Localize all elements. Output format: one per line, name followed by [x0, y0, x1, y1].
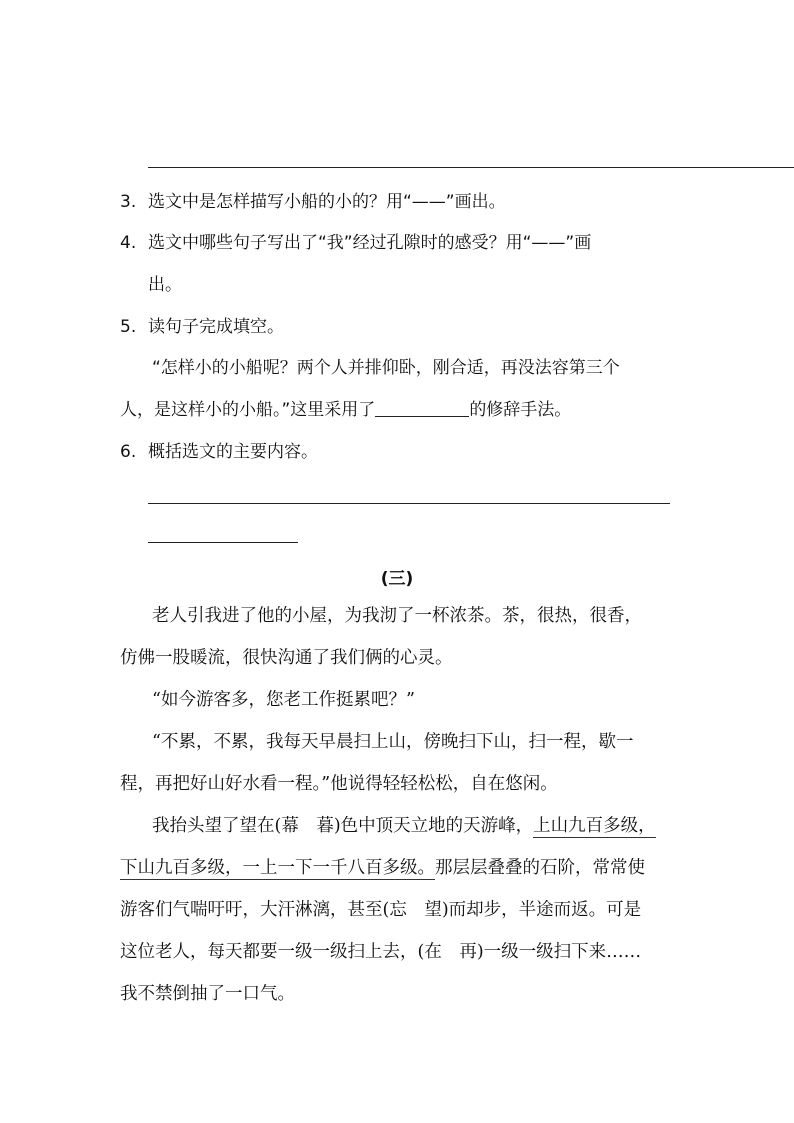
passage-line: 我不禁倒抽了一口气。 [120, 984, 295, 1004]
question-text: 读句子完成填空。 [148, 317, 284, 337]
passage-line: 游客们气喘吁吁，大汗淋漓，甚至(忘 望)而却步，半途而返。可是 [120, 900, 642, 920]
underlined-sentence: 上山九百多级， [533, 816, 656, 836]
passage-line: 老人引我进了他的小屋，为我沏了一杯浓茶。茶，很热，很香， [152, 606, 642, 626]
question-text: 选文中哪些句子写出了“我”经过孔隙时的感受？用“——”画 [148, 233, 592, 253]
question-6 [120, 440, 318, 464]
section-title: (三) [380, 569, 414, 589]
question-text: 选文中是怎样描写小船的小的？用“——”画出。 [148, 192, 506, 212]
passage-text: 那层层叠叠的石阶，常常使 [435, 858, 645, 878]
quoted-sentence-line-2 [120, 398, 571, 422]
passage-line [120, 856, 645, 880]
quoted-sentence-text: 人，是这样小的小船。”这里采用了 [120, 400, 376, 420]
question-number: 3. [120, 192, 137, 212]
question-4 [120, 231, 591, 255]
question-number: 5. [120, 317, 137, 337]
answer-line [148, 167, 794, 168]
passage-line: 仿佛一股暖流，很快沟通了我们俩的心灵。 [120, 648, 453, 668]
passage-text: 我抬头望了望在(幕 暮)色中顶天立地的天游峰， [152, 816, 534, 836]
question-4-continuation: 出。 [148, 275, 182, 295]
underlined-sentence: 下山九百多级，一上一下一千八百多级。 [120, 858, 435, 878]
quoted-sentence-tail: 的修辞手法。 [469, 400, 572, 420]
question-3 [120, 190, 506, 214]
passage-line: 程，再把好山好水看一程。”他说得轻轻松松，自在悠闲。 [120, 774, 558, 794]
answer-line[interactable] [148, 542, 298, 543]
answer-line[interactable] [148, 503, 670, 504]
quoted-sentence-line-1: “怎样小的小船呢？两个人并排仰卧，刚合适，再没法容第三个 [152, 358, 620, 378]
question-text: 概括选文的主要内容。 [148, 442, 318, 462]
passage-line: “不累，不累，我每天早晨扫上山，傍晚扫下山，扫一程，歇一 [152, 732, 634, 752]
passage-line: 这位老人，每天都要一级一级扫上去，(在 再)一级一级扫下来…… [120, 942, 642, 962]
question-5 [120, 315, 284, 339]
passage-line [152, 814, 656, 838]
question-number: 4. [120, 233, 137, 253]
question-number: 6. [120, 442, 137, 462]
fill-in-blank[interactable] [375, 400, 469, 417]
passage-line: “如今游客多，您老工作挺累吧？” [152, 690, 415, 710]
